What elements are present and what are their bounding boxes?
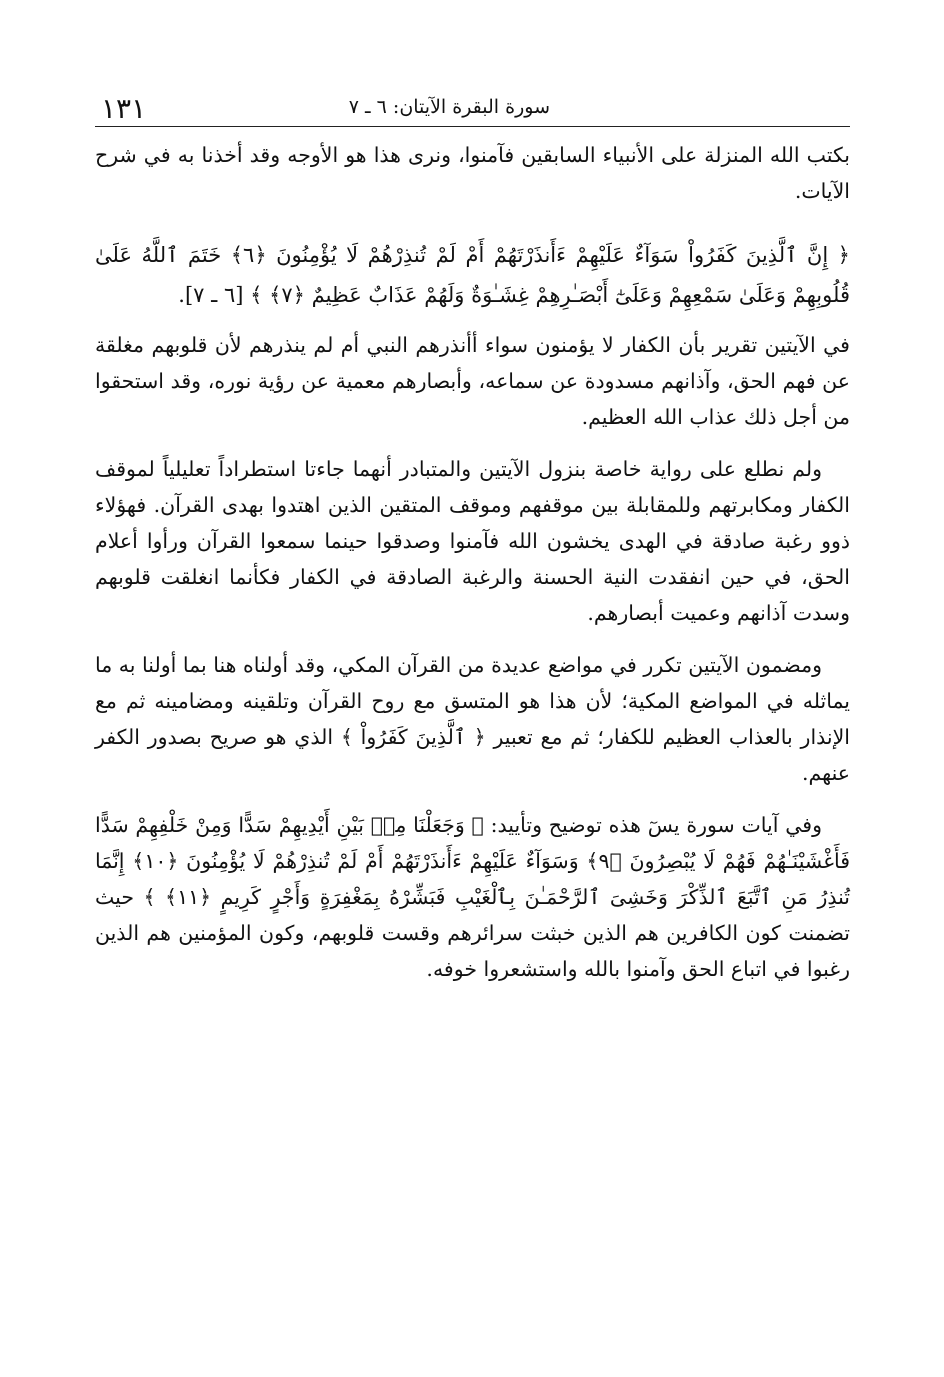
page-number: ١٣١ <box>101 92 147 125</box>
commentary-paragraph-4: وفي آيات سورة يسٓ هذه توضيح وتأييد: ﴿ وَجَعَلْنَا مِنۢ بَيْنِ أَيْدِيهِمْ سَدًّا وَمِنْ خَلْفِهِمْ سَدًّا فَأَغْشَيْنَـٰهُمْ فَهُمْ لَا يُبْصِرُونَ ﴿٩﴾ وَسَوَآءٌ عَلَيْهِمْ ءَأَنذَرْتَهُمْ أَمْ لَمْ تُنذِرْهُمْ لَا يُؤْمِنُونَ ﴿١٠﴾ إِنَّمَا تُنذِرُ مَنِ ٱتَّبَعَ ٱلذِّكْرَ وَخَشِىَ ٱلرَّحْمَـٰنَ بِٱلْغَيْبِ فَبَشِّرْهُ بِمَغْفِرَةٍ وَأَجْرٍ كَرِيمٍ ﴿١١﴾ ﴾ حيث تضمنت كون الكافرين هم الذين خبثت سرائرهم وقست قلوبهم، وكون المؤمنين هم الذين رغبوا في اتباع الحق وآمنوا بالله واستشعروا خوفه. <box>95 813 850 981</box>
book-page <box>95 92 850 987</box>
running-title: سورة البقرة الآيتان: ٦ ـ ٧ <box>348 96 550 118</box>
commentary-paragraph-3: ومضمون الآيتين تكرر في مواضع عديدة من القرآن المكي، وقد أولناه هنا بما أولنا به ما يماثله في المواضع المكية؛ لأن هذا هو المتسق مع روح القرآن وتلقينه ومضامينه ثم مع الإنذار بالعذاب العظيم للكفار؛ ثم مع تعبير ﴿ ٱلَّذِينَ كَفَرُواْ ﴾ الذي هو صريح بصدور الكفر عنهم. <box>95 653 850 785</box>
intro-paragraph: بكتب الله المنزلة على الأنبياء السابقين فآمنوا، ونرى هذا هو الأوجه وقد أخذنا به في شرح الآيات. <box>95 143 850 203</box>
commentary-paragraph-1: في الآيتين تقرير بأن الكفار لا يؤمنون سواء أأنذرهم النبي أم لم ينذرهم لأن قلوبهم مغلقة عن فهم الحق، وآذانهم مسدودة عن سماعه، وأبصارهم معمية عن رؤية نوره، وقد استحقوا من أجل ذلك عذاب الله العظيم. <box>95 333 850 429</box>
commentary-paragraph-2: ولم نطلع على رواية خاصة بنزول الآيتين والمتبادر أنهما جاءتا استطراداً تعليلياً لموقف الكفار ومكابرتهم وللمقابلة بين موقفهم وموقف المتقين الذين اهتدوا بهدى القرآن. فهؤلاء ذوو رغبة صادقة في الهدى يخشون الله فآمنوا وصدقوا حينما سمعوا القرآن ورأوا أعلام الحق، في حين انفقدت النية الحسنة والرغبة الصادقة في الكفار فكأنما انغلقت قلوبهم وسدت آذانهم وعميت أبصارهم. <box>95 457 850 625</box>
quran-verse-block: ﴿ إِنَّ ٱلَّذِينَ كَفَرُواْ سَوَآءٌ عَلَيْهِمْ ءَأَنذَرْتَهُمْ أَمْ لَمْ تُنذِرْهُمْ لَا يُؤْمِنُونَ ﴿٦﴾ خَتَمَ ٱللَّهُ عَلَىٰ قُلُوبِهِمْ وَعَلَىٰ سَمْعِهِمْ وَعَلَىٰٓ أَبْصَـٰرِهِمْ غِشَـٰوَةٌ وَلَهُمْ عَذَابٌ عَظِيمٌ ﴿٧﴾ ﴾ [٦ ـ ٧]. <box>95 243 850 307</box>
page-header <box>95 92 850 127</box>
